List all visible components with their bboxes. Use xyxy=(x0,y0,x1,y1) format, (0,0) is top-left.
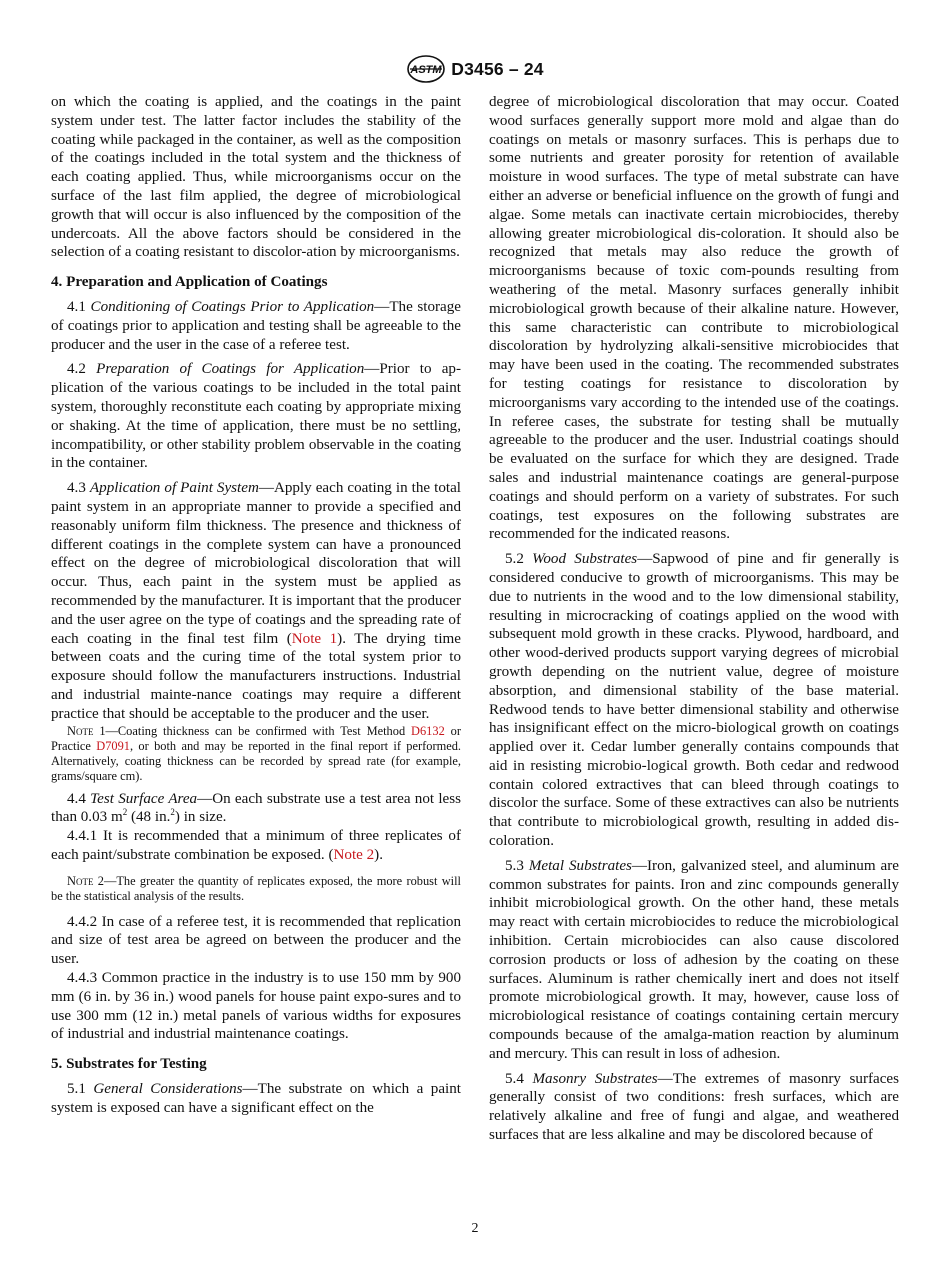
paragraph-5-3: 5.3 Metal Substrates—Iron, galvanized steel, and aluminum are common substrates for paints. Iron and zinc compounds generally inhibit microbiological growth. On the other hand, these metals may react with certain microbiocides to reduce the microbiological inhibition. Certain microbiocides can also cause discolored corrosion products or loss of adhesion by the coating on these surfaces. Aluminum is rather chemically inert and does not itself promote microbiological growth. It may, however, cause loss of microbiological resistance of coatings containing certain mercury compounds because of the amalga-mation reaction by aluminum and mercury. This can result in loss of adhesion. xyxy=(489,857,899,1062)
logo-lettering: ASTM xyxy=(410,64,442,76)
note-1-link[interactable]: Note 1 xyxy=(291,630,338,647)
d7091-link[interactable]: D7091 xyxy=(96,738,130,753)
paragraph-4-1: 4.1 Conditioning of Coatings Prior to Application—The storage of coatings prior to application and testing shall be agreeable to the producer and the user in the case of a referee test. xyxy=(51,298,461,353)
astm-logo-icon xyxy=(406,54,446,84)
right-column xyxy=(489,93,899,1145)
document-number: D3456 – 24 xyxy=(451,58,544,79)
intro-paragraph: on which the coating is applied, and the coatings in the paint system under test. The latter factor includes the stability of the coating while packaged in the container, as well as the composition of the coatings included in the total system and the thickness of each coating applied. Thus, while microorganisms occur on the surface of the last film applied, the degree of microbiological growth that will occur is also influenced by the composition of the undercoats. All the above factors should be considered in the selection of a coating resistant to discolor-ation by microorganisms. xyxy=(51,94,461,261)
note-2-link[interactable]: Note 2 xyxy=(333,846,375,863)
note-1: Note 1—Coating thickness can be confirmed with Test Method D6132 or Practice D7091, or both and may be reported in the final report if performed. Alternatively, coating thickness can be recorded by spread rate (for example, grams/square cm). xyxy=(51,723,462,783)
paragraph-5-1: 5.1 General Considerations—The substrate on which a paint system is exposed can have a significant effect on the xyxy=(51,1081,461,1116)
paragraph-4-4-3: 4.4.3 Common practice in the industry is to use 150 mm by 900 mm (6 in. by 36 in.) wood panels for house paint expo-sures and to use 300 mm (12 in.) metal panels of various widths for exposures of industrial and industrial maintenance coatings. xyxy=(51,970,461,1043)
paragraph-4-3: 4.3 Application of Paint System—Apply each coating in the total paint system in an appropriate manner to provide a specified and reasonably uniform film thickness. The presence and thickness of different coatings in the complete system can have a pronounced effect on the degree of microbiological discoloration that will occur. Thus, each paint in the system must be applied as recommended by the manufacturer. It is important that the producer and the user agree on the type of coatings and the spreading rate of each coating in the final test film (Note 1). The drying time between coats and the curing time of the total system prior to exposure should follow the manufacturers instructions. Industrial and industrial mainte-nance coatings may require a different practice that should be acceptable to the producer and the user. xyxy=(51,480,461,722)
paragraph-4-4: 4.4 Test Surface Area—On each substrate use a test area not less than 0.03 $m^2$ (48 in.$^2$) in size. xyxy=(51,790,462,826)
d6132-link[interactable]: D6132 xyxy=(411,723,445,738)
paragraph-5-1-continued: degree of microbiological discoloration that may occur. Coated wood surfaces generally support more mold and algae than do coatings on metals or masonry surfaces. This is perhaps due to some nutrients and greater porosity for retention of available moisture in wood surfaces. The type of metal substrate can have either an adverse or beneficial influence on the growth of fungi and algae. Some metals can inactivate certain microbiocides, thereby allowing greater microbiological dis-coloration. It should also be recognized that metals may also reduce the growth of microorganisms because of toxic com-pounds resulting from weathering of the metal. Masonry surfaces generally inhibit microbiological growth because of their alkaline nature. However, this same characteristic can contribute to microbiological discoloration by hydrolyzing alkali-sensitive microbiocides that may have been used in the coating. The recommended substrates for testing coatings for resistance to discoloration by microorganisms vary according to the intended use of the coatings. In referee cases, the substrate for testing shall be mutually agreeable to the producer and the user. Industrial coatings should be evaluated on the surface for which they are designed. Trade sales and industrial maintenance coatings are general-purpose coatings and should perform on a variety of substrates. For such coatings, test exposures on the following substrates are recommended for the indicated reasons. xyxy=(489,94,899,543)
paragraph-5-2: 5.2 Wood Substrates—Sapwood of pine and fir generally is considered conducive to growth of microorganisms. This may be due to nutrients in the wood and to the low dimensional stability, resulting in microcracking of coatings applied on the wood with subsequent mold growth in these cracks. Plywood, hardboard, and other wood-derived products support varying degrees of microbial growth depending on the nutrient value, degree of moisture absorption, and dimensional stability of the base material. Redwood tends to have better dimensional stability and otherwise has insignificant effect on the micro-biological growth on coatings applied over it. Cedar lumber generally contains compounds that aid in resisting microbio-logical growth. Both cedar and redwood contain colored extractives that can bleed through coatings to discolor the surface. Some of these extractives can also be nutrients that contribute to microbiological growth, resulting in added dis-coloration. xyxy=(489,551,900,850)
left-column xyxy=(51,93,461,1118)
paragraph-4-4-1: 4.4.1 It is recommended that a minimum of three replicates of each paint/substrate combination be exposed. (Note 2). xyxy=(51,828,461,863)
page-number: 2 xyxy=(471,1221,479,1236)
section-5-heading: 5. Substrates for Testing xyxy=(51,1056,207,1073)
section-4-heading: 4. Preparation and Application of Coatings xyxy=(51,274,328,291)
page-header xyxy=(0,54,950,84)
paragraph-5-4: 5.4 Masonry Substrates—The extremes of masonry surfaces generally consist of two conditions: fresh surfaces, which are relatively alkaline and free of fungi and algae, and weathered surfaces that are less alkaline and may be discolored because of xyxy=(489,1070,899,1144)
paragraph-4-4-2: 4.4.2 In case of a referee test, it is recommended that replication and size of test area be agreed on between the producer and the user. xyxy=(51,913,461,968)
paragraph-4-2: 4.2 Preparation of Coatings for Application—Prior to ap-plication of the various coatings to be included in the total paint system, thoroughly reconstitute each coating by appropriate mixing or shaking. At the time of application, there must be no settling, incompatibility, or other stability problem observable in the coating in the container. xyxy=(51,361,462,472)
note-2: Note 2—The greater the quantity of replicates exposed, the more robust will be the statistical analysis of the results. xyxy=(51,873,461,903)
